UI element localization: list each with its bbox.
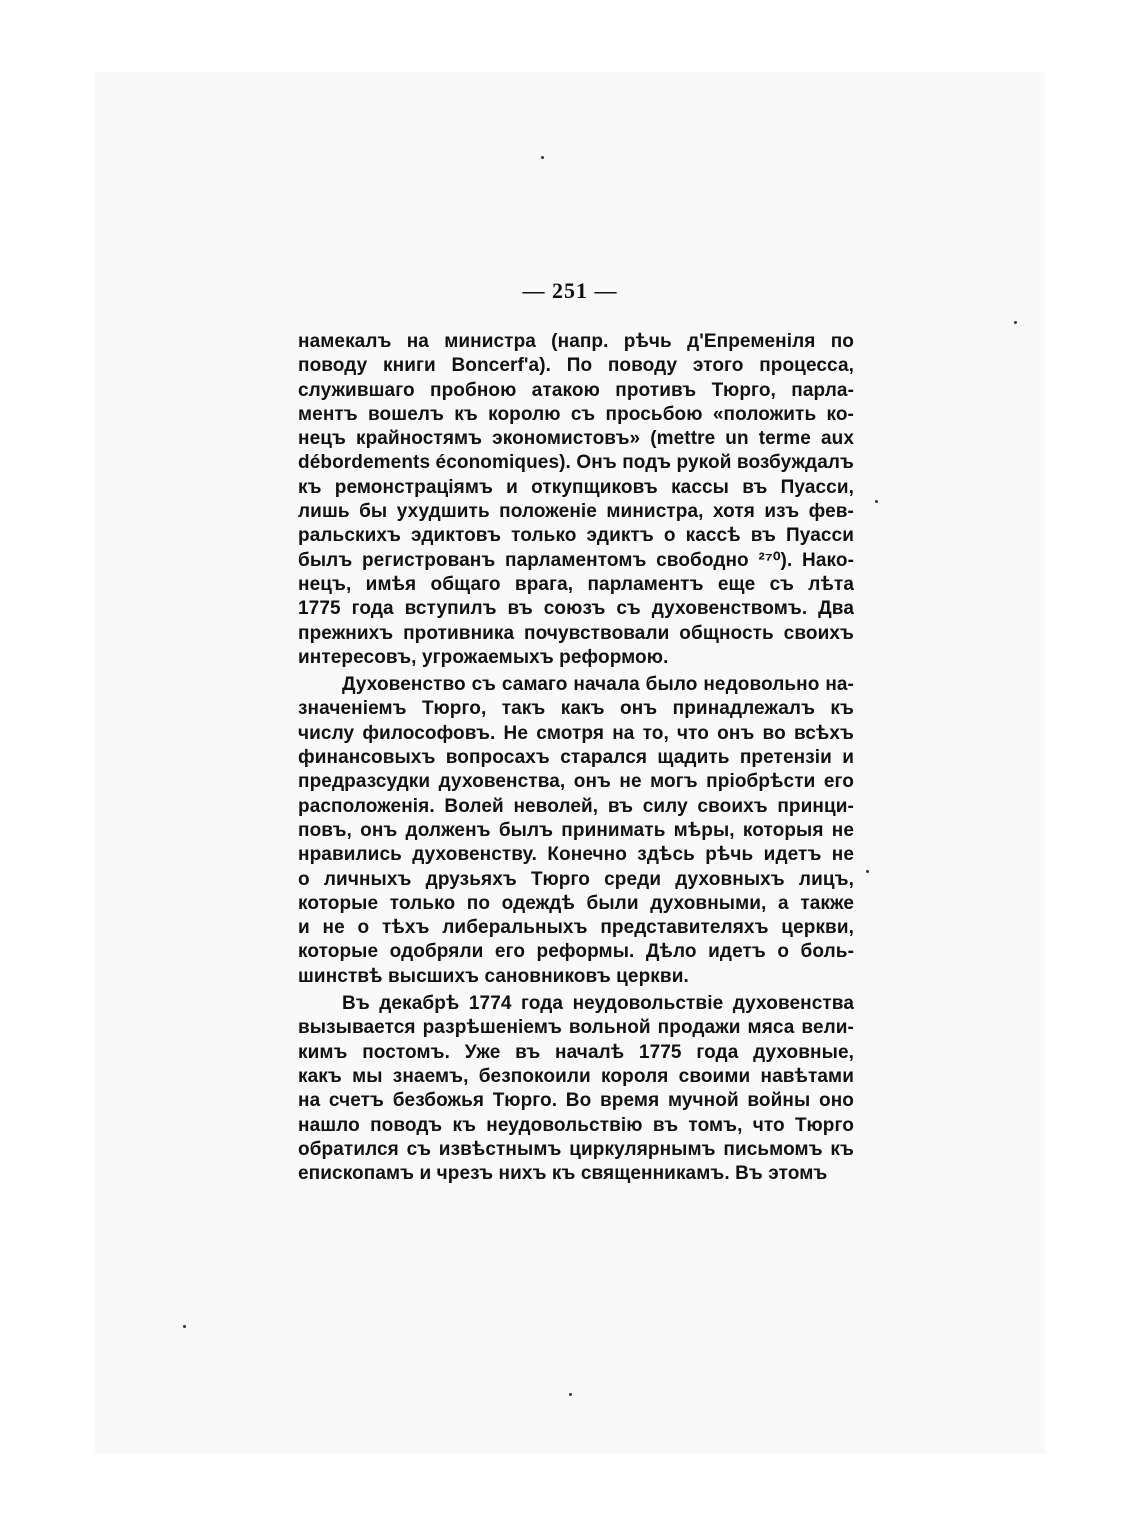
paragraph (298, 992, 854, 1186)
scan-speck (875, 500, 878, 503)
text-line: ментъ вошелъ къ королю съ просьбою «положить ко- (298, 403, 854, 425)
text-line: Духовенство съ самаго начала было недовольно на- (342, 674, 854, 696)
text-line: поводу книги Boncerf'a). По поводу этого процесса, (298, 355, 854, 377)
paragraph (298, 673, 854, 989)
text-line: о личныхъ друзьяхъ Тюрго среди духовныхъ лицъ, (298, 868, 854, 890)
scan-speck (1014, 321, 1017, 324)
text-line: 1775 года вступилъ въ союзъ съ духовенствомъ. Два (298, 598, 854, 620)
scan-speck (541, 156, 544, 159)
text-line: намекалъ на министра (напр. рѣчь д'Епременіля по (298, 331, 854, 352)
text-line: débordements économiques). Онъ подъ рукой возбуждалъ (298, 452, 854, 474)
text-line: прежнихъ противника почувствовали общность своихъ (298, 622, 854, 644)
body-text (298, 330, 854, 1186)
text-line: служившаго пробною атакою противъ Тюрго, парла- (298, 379, 854, 401)
text-line: и не о тѣхъ либеральныхъ представителяхъ церкви, (298, 917, 854, 939)
text-line: нашло поводъ къ неудовольствію въ томъ, что Тюрго (298, 1114, 854, 1136)
text-line: расположенія. Волей неволей, въ силу своихъ принци- (298, 795, 854, 817)
text-line: былъ регистрованъ парламентомъ свободно ²⁷⁰). Нако- (298, 549, 854, 571)
text-line: лишь бы ухудшить положеніе министра, хотя изъ фев- (298, 501, 854, 523)
text-line: Въ декабрѣ 1774 года неудовольствіе духовенства (342, 993, 854, 1015)
text-line: нецъ, имѣя общаго врага, парламентъ еще съ лѣта (298, 573, 854, 595)
text-line: какъ мы знаемъ, безпокоили короля своими навѣтами (298, 1065, 854, 1087)
text-line: вызывается разрѣшеніемъ вольной продажи мяса вели- (298, 1017, 854, 1039)
scan-speck (569, 1393, 572, 1396)
text-line: ральскихъ эдиктовъ только эдиктъ о кассѣ въ Пуасси (298, 525, 854, 547)
text-line: нецъ крайностямъ экономистовъ» (mettre un terme aux (298, 428, 854, 450)
text-line: предразсудки духовенства, онъ не могъ пріобрѣсти его (298, 771, 854, 793)
text-line: епископамъ и чрезъ нихъ къ священникамъ. Въ этомъ (298, 1163, 828, 1185)
scan-speck (866, 870, 869, 873)
scan-speck (183, 1325, 186, 1328)
text-line: числу философовъ. Не смотря на то, что онъ во всѣхъ (298, 722, 854, 744)
text-line: къ ремонстраціямъ и откупщиковъ кассы въ Пуасси, (298, 476, 854, 498)
text-line: шинствѣ высшихъ сановниковъ церкви. (298, 965, 689, 987)
text-line: финансовыхъ вопросахъ старался щадить претензіи и (298, 747, 854, 769)
text-line: которые одобряли его реформы. Дѣло идетъ о боль- (298, 941, 854, 963)
text-line: которые только по одеждѣ были духовными, а также (298, 892, 854, 914)
page-number: — 251 — (522, 278, 618, 303)
paragraph (298, 330, 854, 670)
text-line: значеніемъ Тюрго, такъ какъ онъ принадлежалъ къ (298, 698, 854, 720)
text-line: обратился съ извѣстнымъ циркулярнымъ письмомъ къ (298, 1138, 854, 1160)
text-line: на счетъ безбожья Тюрго. Во время мучной войны оно (298, 1090, 854, 1112)
text-line: повъ, онъ долженъ былъ принимать мѣры, которыя не (298, 819, 854, 841)
text-line: нравились духовенству. Конечно здѣсь рѣчь идетъ не (298, 844, 854, 866)
text-line: кимъ постомъ. Уже въ началѣ 1775 года духовные, (298, 1041, 854, 1063)
text-line: интересовъ, угрожаемыхъ реформою. (298, 646, 669, 668)
